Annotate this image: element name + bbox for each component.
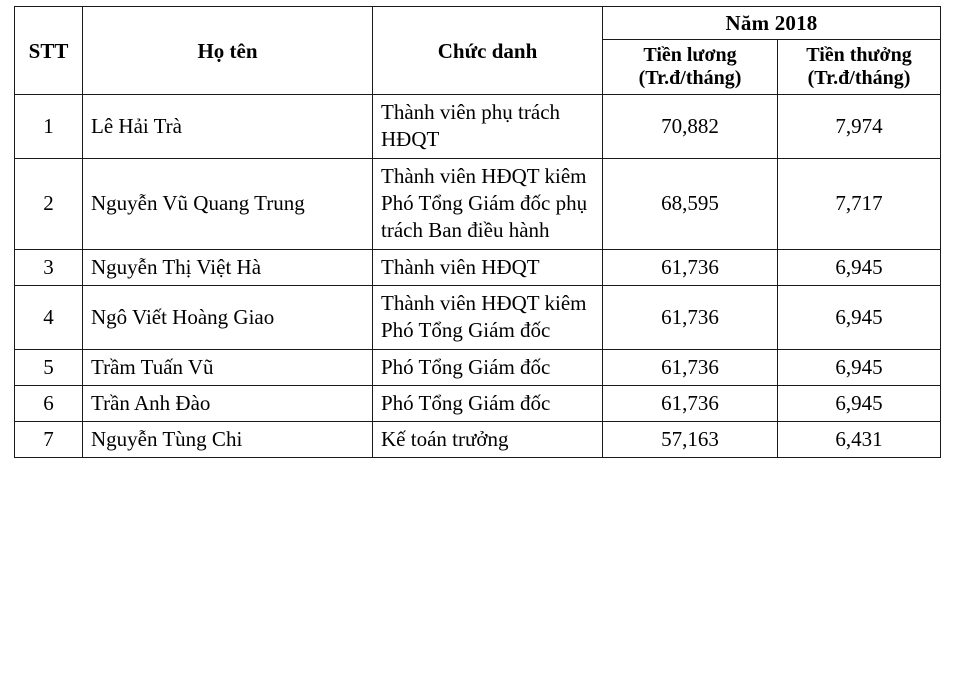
cell-name: Trần Anh Đào — [83, 385, 373, 421]
table-row — [15, 285, 941, 349]
cell-bonus: 6,431 — [778, 422, 941, 458]
table-header — [15, 7, 941, 95]
salary-table — [14, 6, 941, 458]
cell-salary: 61,736 — [603, 285, 778, 349]
table-row — [15, 249, 941, 285]
cell-stt: 4 — [15, 285, 83, 349]
cell-stt: 5 — [15, 349, 83, 385]
cell-role: Phó Tổng Giám đốc — [373, 385, 603, 421]
cell-role: Phó Tổng Giám đốc — [373, 349, 603, 385]
cell-role: Thành viên HĐQT kiêm Phó Tổng Giám đốc — [373, 285, 603, 349]
table-row — [15, 95, 941, 159]
cell-stt: 7 — [15, 422, 83, 458]
cell-salary: 61,736 — [603, 349, 778, 385]
cell-name: Ngô Viết Hoàng Giao — [83, 285, 373, 349]
cell-salary: 61,736 — [603, 249, 778, 285]
cell-bonus: 7,717 — [778, 158, 941, 249]
header-salary — [603, 40, 778, 95]
header-bonus-label: Tiền thưởng — [806, 44, 912, 67]
cell-stt: 2 — [15, 158, 83, 249]
cell-role: Thành viên HĐQT kiêm Phó Tổng Giám đốc phụ trách Ban điều hành — [373, 158, 603, 249]
header-bonus-unit: (Tr.đ/tháng) — [807, 67, 911, 90]
cell-bonus: 6,945 — [778, 349, 941, 385]
cell-role: Kế toán trưởng — [373, 422, 603, 458]
table-row — [15, 385, 941, 421]
cell-role: Thành viên HĐQT — [373, 249, 603, 285]
cell-bonus: 6,945 — [778, 285, 941, 349]
header-name: Họ tên — [83, 7, 373, 95]
header-row-top — [15, 7, 941, 40]
header-year-group: Năm 2018 — [603, 7, 941, 40]
cell-name: Trầm Tuấn Vũ — [83, 349, 373, 385]
cell-name: Nguyễn Vũ Quang Trung — [83, 158, 373, 249]
cell-salary: 68,595 — [603, 158, 778, 249]
cell-stt: 6 — [15, 385, 83, 421]
cell-name: Lê Hải Trà — [83, 95, 373, 159]
cell-stt: 1 — [15, 95, 83, 159]
header-salary-unit: (Tr.đ/tháng) — [638, 67, 742, 90]
cell-name: Nguyễn Thị Việt Hà — [83, 249, 373, 285]
cell-stt: 3 — [15, 249, 83, 285]
table-row — [15, 422, 941, 458]
cell-role: Thành viên phụ trách HĐQT — [373, 95, 603, 159]
cell-bonus: 6,945 — [778, 385, 941, 421]
cell-salary: 70,882 — [603, 95, 778, 159]
table-body — [15, 95, 941, 458]
table-row — [15, 349, 941, 385]
cell-salary: 61,736 — [603, 385, 778, 421]
header-role: Chức danh — [373, 7, 603, 95]
header-salary-label: Tiền lương — [643, 44, 737, 67]
cell-bonus: 6,945 — [778, 249, 941, 285]
header-bonus — [778, 40, 941, 95]
cell-bonus: 7,974 — [778, 95, 941, 159]
table-row — [15, 158, 941, 249]
cell-salary: 57,163 — [603, 422, 778, 458]
header-stt: STT — [15, 7, 83, 95]
cell-name: Nguyễn Tùng Chi — [83, 422, 373, 458]
